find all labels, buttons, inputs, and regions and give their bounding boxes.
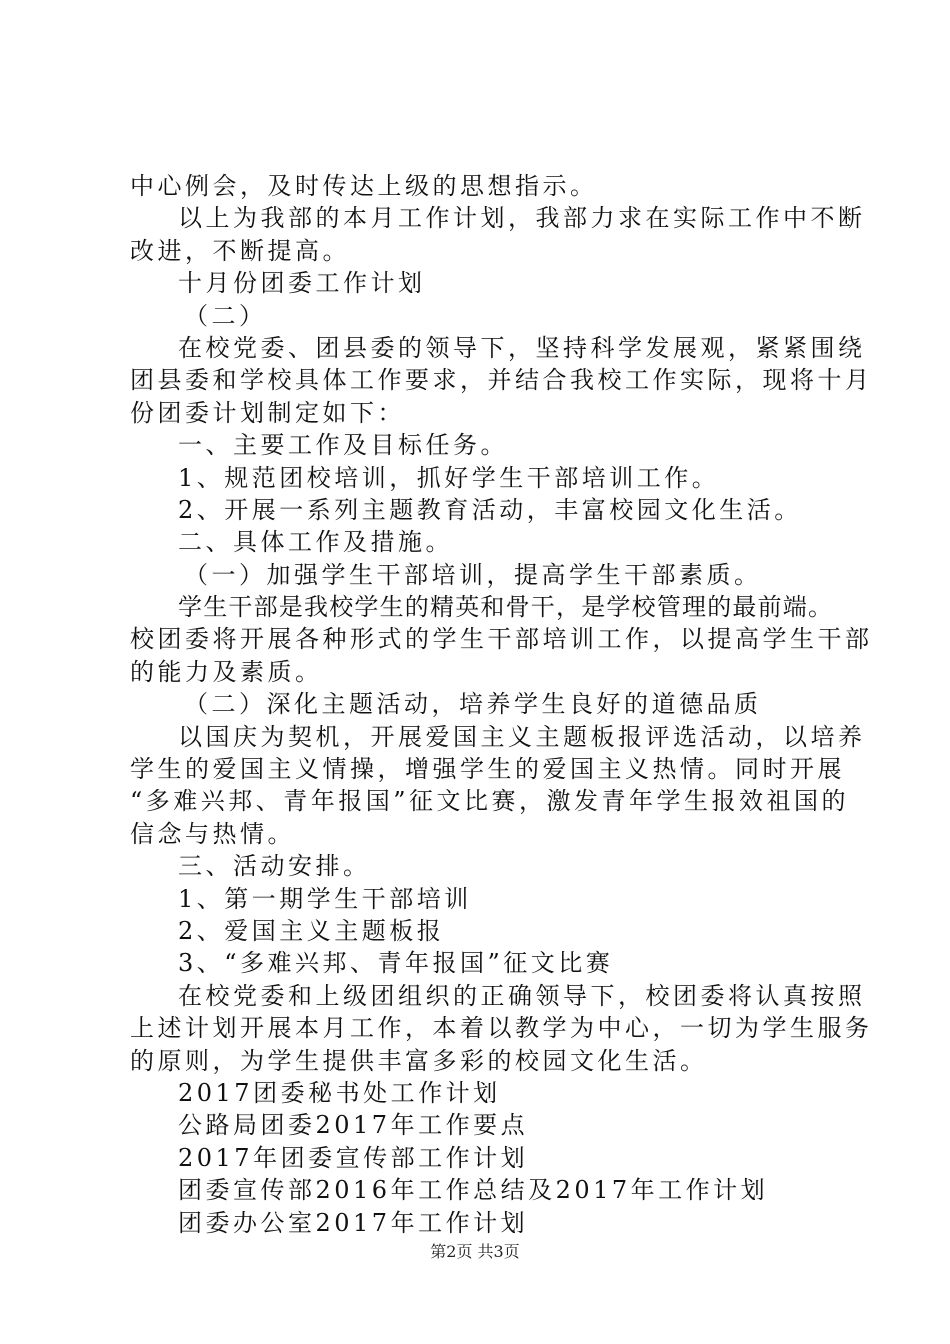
- paragraph-line: 以国庆为契机，开展爱国主义主题板报评选活动，以培养: [178, 722, 866, 751]
- paragraph-line: 校团委将开展各种形式的学生干部培训工作，以提高学生干部: [130, 625, 873, 654]
- heading-line: 二、具体工作及措施。: [178, 528, 453, 557]
- paragraph-line: 中心例会，及时传达上级的思想指示。: [130, 172, 598, 200]
- paragraph-line: 的原则，为学生提供丰富多彩的校园文化生活。: [130, 1046, 708, 1075]
- paragraph-line: 信念与热情。: [130, 819, 295, 848]
- section-subtitle: （二）: [184, 301, 267, 330]
- paragraph-line: 改进，不断提高。: [130, 236, 350, 265]
- page-number: 第2页 共3页: [430, 1242, 520, 1261]
- paragraph-line: 团县委和学校具体工作要求，并结合我校工作实际，现将十月: [130, 366, 873, 395]
- paragraph-line: “多难兴邦、青年报国”征文比赛，激发青年学生报效祖国的: [130, 787, 850, 816]
- document-body: [130, 170, 873, 1239]
- subheading-line: （一）加强学生干部培训，提高学生干部素质。: [184, 560, 762, 589]
- paragraph-line: 在校党委、团县委的领导下，坚持科学发展观，紧紧围绕: [178, 333, 866, 362]
- subheading-line: （二）深化主题活动，培养学生良好的道德品质: [184, 690, 762, 719]
- section-title: 十月份团委工作计划: [178, 269, 426, 298]
- related-link: 公路局团委2017年工作要点: [178, 1111, 529, 1140]
- related-link: 2017团委秘书处工作计划: [178, 1078, 501, 1107]
- paragraph-line: 的能力及素质。: [130, 657, 323, 686]
- paragraph-line: 以上为我部的本月工作计划，我部力求在实际工作中不断: [178, 204, 866, 233]
- list-item: 2、爱国主义主题板报: [178, 916, 445, 945]
- paragraph-line: 上述计划开展本月工作，本着以教学为中心，一切为学生服务: [130, 1014, 873, 1043]
- heading-line: 三、活动安排。: [178, 852, 371, 881]
- list-item: 2、开展一系列主题教育活动，丰富校园文化生活。: [178, 495, 802, 524]
- paragraph-line: 学生干部是我校学生的精英和骨干，是学校管理的最前端。: [178, 593, 834, 622]
- list-item: 1、第一期学生干部培训: [178, 884, 472, 913]
- heading-line: 一、主要工作及目标任务。: [178, 431, 508, 460]
- related-link: 2017年团委宣传部工作计划: [178, 1143, 529, 1172]
- paragraph-line: 在校党委和上级团组织的正确领导下，校团委将认真按照: [178, 981, 866, 1010]
- list-item: 1、规范团校培训，抓好学生干部培训工作。: [178, 463, 720, 492]
- list-item: 3、“多难兴邦、青年报国”征文比赛: [178, 949, 614, 978]
- related-link: 团委办公室2017年工作计划: [178, 1208, 529, 1237]
- related-link: 团委宣传部2016年工作总结及2017年工作计划: [178, 1176, 769, 1205]
- paragraph-line: 份团委计划制定如下：: [130, 398, 405, 427]
- paragraph-line: 学生的爱国主义情操，增强学生的爱国主义热情。同时开展: [130, 755, 845, 784]
